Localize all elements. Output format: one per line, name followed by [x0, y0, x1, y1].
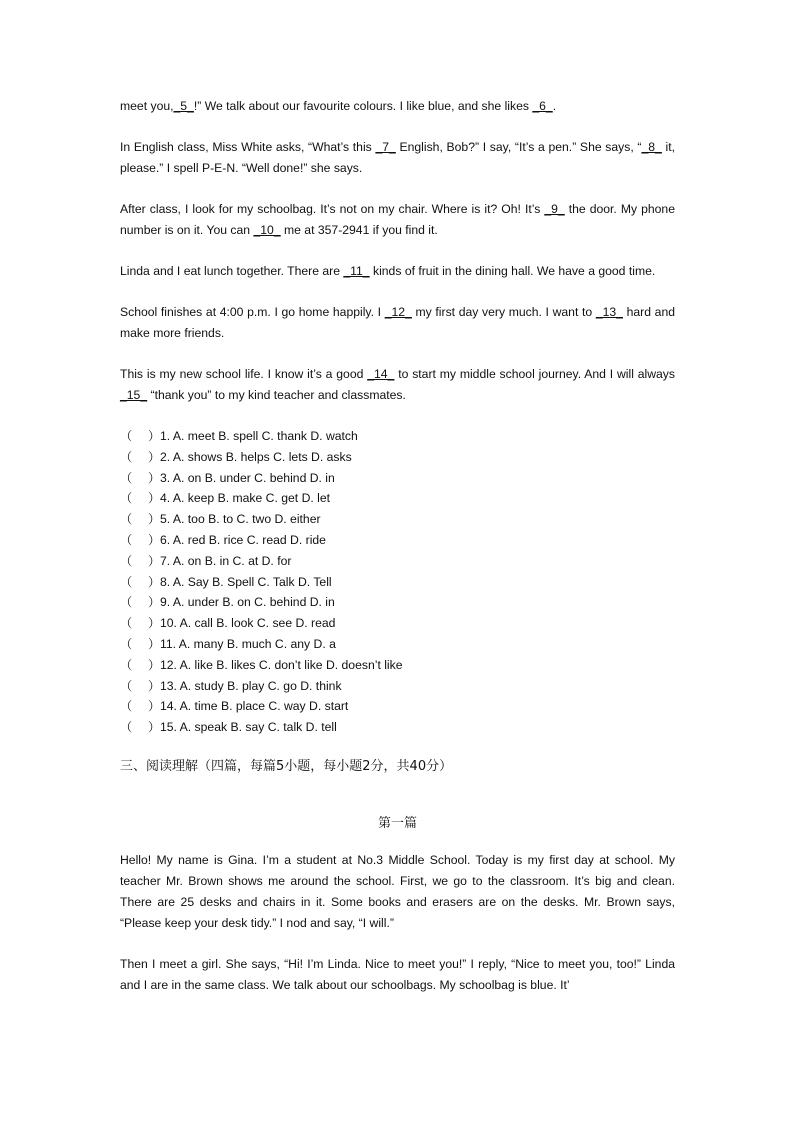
cloze-paragraph: [120, 137, 675, 179]
list-item: （ ） 8. A. Say B. Spell C. Talk D. Tell: [120, 572, 675, 593]
paragraph-text: After class, I look for my schoolbag. It’s not on my chair. Where is it? Oh! It’s: [120, 202, 545, 216]
answer-bracket: （ ）: [120, 678, 161, 693]
cloze-passage: [120, 96, 675, 406]
list-item: （ ） 10. A. call B. look C. see D. read: [120, 613, 675, 634]
blank-number: _14_: [367, 367, 395, 381]
paragraph-text: School finishes at 4:00 p.m. I go home happily. I: [120, 305, 385, 319]
answer-bracket: （ ）: [120, 595, 161, 610]
answer-bracket: （ ）: [120, 449, 161, 464]
list-item: （ ） 3. A. on B. under C. behind D. in: [120, 468, 675, 489]
paragraph-text: .: [552, 99, 557, 113]
list-item: （ ） 6. A. red B. rice C. read D. ride: [120, 530, 675, 551]
blank-number: _15_: [120, 388, 148, 402]
list-item: （ ） 15. A. speak B. say C. talk D. tell: [120, 717, 675, 738]
list-item: （ ） 5. A. too B. to C. two D. either: [120, 509, 675, 530]
answer-bracket: （ ）: [120, 636, 161, 651]
answer-bracket: （ ）: [120, 491, 161, 506]
answer-bracket: （ ）: [120, 532, 161, 547]
paragraph-text: meet you,: [120, 99, 174, 113]
list-item: （ ） 2. A. shows B. helps C. lets D. asks: [120, 447, 675, 468]
answer-bracket: （ ）: [120, 429, 161, 443]
blank-number: _11_: [343, 264, 370, 278]
blank-number: _5_: [173, 99, 194, 113]
passage-heading: 第一篇: [377, 815, 417, 831]
answer-bracket: （ ）: [120, 657, 161, 672]
blank-number: _8_: [641, 140, 662, 154]
list-item: （ ） 7. A. on B. in C. at D. for: [120, 551, 675, 572]
blank-number: _10_: [253, 223, 281, 237]
list-item: （ ） 4. A. keep B. make C. get D. let: [120, 488, 675, 509]
cloze-paragraph: [120, 364, 675, 406]
answer-options-list: [120, 426, 675, 738]
cloze-paragraph: [120, 261, 675, 282]
blank-number: _7_: [375, 140, 396, 154]
paragraph-text: it, please.” I spell P-E-N. “Well done!” she says.: [120, 140, 676, 175]
list-item: （ ） 13. A. study B. play C. go D. think: [120, 676, 675, 697]
answer-bracket: （ ）: [120, 699, 161, 714]
answer-bracket: （ ）: [120, 616, 161, 631]
list-item: （ ） 9. A. under B. on C. behind D. in: [120, 592, 675, 613]
answer-bracket: （ ）: [120, 470, 161, 485]
list-item: （ ） 12. A. like B. likes C. don’t like D. doesn’t like: [120, 655, 675, 676]
paragraph-text: “thank you” to my kind teacher and classmates.: [147, 388, 406, 402]
paragraph-text: hard and make more friends.: [120, 305, 676, 340]
paragraph-text: This is my new school life. I know it’s a good: [120, 367, 368, 381]
paragraph-text: to start my middle school journey. And I will always: [394, 367, 675, 381]
answer-bracket: （ ）: [120, 720, 161, 735]
paragraph-text: my first day very much. I want to: [411, 305, 596, 319]
answer-bracket: （ ）: [120, 574, 161, 589]
passage-paragraph: Then I meet a girl. She says, “Hi! I’m Linda. Nice to meet you!” I reply, “Nice to meet you, too!” Linda and I are in the same class. We talk about our schoolbags. My schoolbag is blue. It’: [120, 956, 675, 992]
paragraph-text: Linda and I eat lunch together. There are: [120, 264, 344, 278]
document-page: [120, 96, 675, 1016]
blank-number: _9_: [544, 202, 565, 216]
list-item: （ ） 14. A. time B. place C. way D. start: [120, 696, 675, 717]
blank-number: _6_: [532, 99, 553, 113]
list-item: （ ） 11. A. many B. much C. any D. a: [120, 634, 675, 655]
blank-number: _13_: [595, 305, 623, 319]
cloze-paragraph: [120, 302, 675, 344]
cloze-paragraph: [120, 199, 675, 241]
answer-bracket: （ ）: [120, 553, 161, 568]
blank-number: _12_: [384, 305, 412, 319]
cloze-paragraph: [120, 96, 675, 117]
paragraph-text: !” We talk about our favourite colours. I like blue, and she likes: [193, 99, 533, 113]
section-heading: 三、阅读理解（四篇，每篇5小题，每小题2分，共40分）: [120, 758, 453, 774]
passage-paragraph: Hello! My name is Gina. I’m a student at No.3 Middle School. Today is my first day at school. My teacher Mr. Brown shows me around the school. First, we go to the classroom. It’s big and clean. There are 25 desks and chairs in it. Some books and erasers are on the desks. Mr. Brown says, “Please keep your desk tidy.” I nod and say, “I will.”: [120, 852, 675, 930]
answer-bracket: （ ）: [120, 512, 161, 527]
list-item: （ ） 1. A. meet B. spell C. thank D. watch: [120, 426, 675, 447]
paragraph-text: In English class, Miss White asks, “What’s this: [120, 140, 376, 154]
paragraph-text: English, Bob?” I say, “It’s a pen.” She says, “: [395, 140, 642, 154]
paragraph-text: the door. My phone number is on it. You can: [120, 202, 675, 237]
paragraph-text: me at 357-2941 if you find it.: [280, 223, 438, 237]
paragraph-text: kinds of fruit in the dining hall. We have a good time.: [369, 264, 656, 278]
